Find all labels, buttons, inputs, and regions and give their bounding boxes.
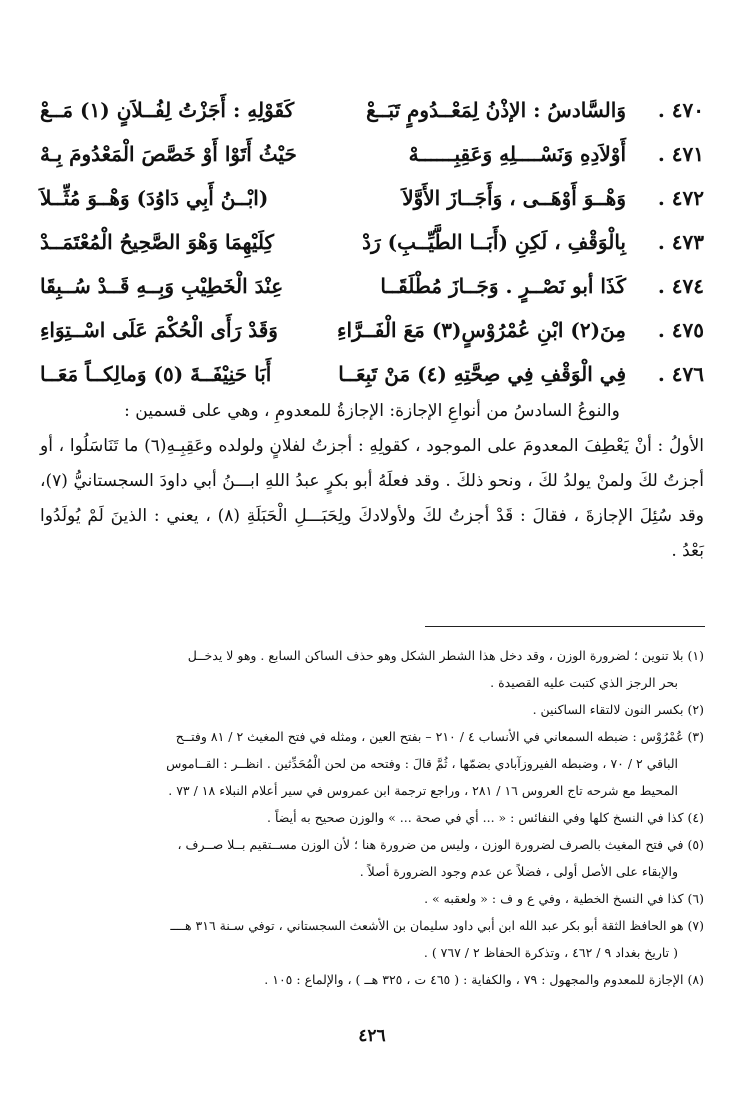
- footnote-line: (٢) بكسر النون لالتقاء الساكنين .: [532, 702, 704, 717]
- footnote-line: (٧) هو الحافظ الثقة أبو بكر عبد الله ابن أبي داود سليمان بن الأشعث السجستاني ، توفي سـنة ٣١٦ هــــ: [170, 918, 704, 933]
- verse-hemistich-first: وَالسَّادسُ : الإذْنُ لِمَعْــدُومٍ تَبَــعْ: [366, 98, 626, 122]
- verse-hemistich-first: بِالْوَقْفِ ، لَكِنِ (أَبَــا الطَّيِّــبِ) رَدْ: [362, 230, 626, 254]
- footnote-separator: [425, 626, 705, 627]
- footnote-line: (٤) كذا في النسخ كلها وفي النفائس : « ... أي في صحة ... » والوزن صحيح به أيضاً .: [267, 810, 704, 825]
- verse-hemistich-second: كَقَوْلِهِ : أَجَزْتُ لِفُــلاَنٍ (١) مَــعْ: [40, 98, 295, 122]
- prose-intro: والنوعُ السادسُ من أنواعِ الإجازة: الإجازةُ للمعدومِ ، وهي على قسمين :: [124, 401, 620, 421]
- verse-line: [40, 308, 704, 352]
- verse-hemistich-second: وَقَدْ رَأَى الْحُكْمَ عَلَى اسْــتِوَاءِ: [40, 318, 278, 342]
- page-number: ٤٢٦: [358, 1026, 386, 1046]
- footnote-line: (٨) الإجازة للمعدوم والمجهول : ٧٩ ، والكفاية : ( ٤٦٥ ت ، ٣٢٥ هــ ) ، والإلماع : ١٠٥ .: [264, 972, 704, 987]
- footnote-line: (٦) كذا في النسخ الخطية ، وفي ع و ف : « ولعقبه » .: [424, 891, 704, 906]
- verse-hemistich-first: فِي الْوَقْفِ فِي صِحَّتِهِ (٤) مَنْ تَبِعَــا: [338, 362, 626, 386]
- verse-number: ٤٧٥ .: [657, 318, 704, 342]
- verse-number: ٤٧٠ .: [657, 98, 704, 122]
- footnote: [40, 831, 704, 885]
- verse-line: [40, 264, 704, 308]
- verse-block: [40, 88, 704, 396]
- footnote-line: بحر الرجز الذي كتبت عليه القصيدة .: [490, 675, 678, 690]
- verse-hemistich-second: (ابْــنُ أَبِي دَاوُدَ) وَهْــوَ مُثِّــلاَ: [40, 186, 269, 210]
- footnote: [40, 966, 704, 993]
- footnote-line: ( تاريخ بغداد ٩ / ٤٦٢ ، وتذكرة الحفاظ ٢ / ٧٦٧ ) .: [423, 945, 678, 960]
- verse-line: [40, 352, 704, 396]
- verse-number: ٤٧٦ .: [657, 362, 704, 386]
- prose-paragraph: الأولُ : أنْ يَعْطِفَ المعدومَ على الموجود ، كقولِهِ : أجزتُ لفلانٍ ولولده وعَقِبِـهِ(٦) ما تَنَاسَلُوا ، أو أجزتُ لكَ ولمنْ يولدُ لكَ ، ونحو ذلكَ . وقد فعلَهُ أبو بكرٍ عبدُ اللهِ ابـــنُ أبي داودَ السجستانيُّ (٧)، وقد سُئِلَ الإجازةَ ، فقالَ : قَدْ أجزتُ لكَ ولأولادكَ ولِحَبَـــلِ الْحَبَلَةِ (٨) ، يعني : الذينَ لَمْ يُولَدُوا بَعْدُ .: [40, 436, 705, 561]
- footnote-line: والإبقاء على الأصل أولى ، فضلاً عن عدم وجود الضرورة أصلاً .: [359, 864, 678, 879]
- footnote: [40, 696, 704, 723]
- verse-hemistich-second: كِلَيْهِمَا وَهْوَ الصَّحِيحُ الْمُعْتَمَــدْ: [40, 230, 275, 254]
- footnote: [40, 723, 704, 804]
- footnote-line: الباقي ٢ / ٧٠ ، وضبطه الفيروزآبادي بضمّها ، ثُمَّ قالَ : وفتحه من لحن الْمُحَدِّثين . انظــر : القــاموس: [166, 756, 678, 771]
- verse-hemistich-second: عِنْدَ الْخَطِيْبِ وَبِــهِ قَــدْ سُــبِقَا: [40, 274, 284, 298]
- footnote-line: (١) بلا تنوين ؛ لضرورة الوزن ، وقد دخل هذا الشطر الشكل وهو حذف الساكن السابع . وهو لا يدخــل: [187, 648, 704, 663]
- footnote: [40, 804, 704, 831]
- footnote-line: (٥) في فتح المغيث بالصرف لضرورة الوزن ، وليس من ضرورة هنا ؛ لأن الوزن مســتقيم بــلا صــرف ،: [177, 837, 704, 852]
- prose-section: [40, 394, 704, 569]
- footnote-line: (٣) عُمْرُوْس : ضبطه السمعاني في الأنساب ٤ / ٢١٠ – بفتح العين ، ومثله في فتح المغيث ٢ / ٨١ وفتــح: [175, 729, 704, 744]
- footnote: [40, 642, 704, 696]
- verse-line: [40, 88, 704, 132]
- footnote: [40, 912, 704, 966]
- footnote: [40, 885, 704, 912]
- verse-hemistich-second: أَبَا حَنِيْفَــةَ (٥) وَمالِكــاً مَعَــا: [40, 362, 272, 386]
- verse-line: [40, 220, 704, 264]
- verse-line: [40, 132, 704, 176]
- footnotes: [40, 642, 704, 993]
- footnote-line: المحيط مع شرحه تاج العروس ١٦ / ٢٨١ ، وراجع ترجمة ابن عمروس في سير أعلام النبلاء ١٨ / ٧٣ .: [168, 783, 678, 798]
- verse-number: ٤٧٤ .: [657, 274, 704, 298]
- verse-hemistich-first: مِنَ(٢) ابْنِ عُمْرُوْسٍ(٣) مَعَ الْفَــرَّاءِ: [337, 318, 626, 342]
- verse-hemistich-first: وَهْــوَ أَوْهَــى ، وَأَجَــازَ الأَوَّلاَ: [402, 186, 626, 210]
- verse-hemistich-second: حَيْثُ أَتَوْا أَوْ خَصَّصَ الْمَعْدُومَ بِـهْ: [40, 142, 297, 166]
- verse-number: ٤٧١ .: [657, 142, 704, 166]
- verse-number: ٤٧٣ .: [657, 230, 704, 254]
- verse-hemistich-first: أَوْلاَدِهِ وَنَسْــــلِهِ وَعَقِبِــــــهْ: [408, 142, 626, 166]
- verse-hemistich-first: كَذَا أبو نَصْــرٍ . وَجَــازَ مُطْلَقَــا: [380, 274, 626, 298]
- verse-line: [40, 176, 704, 220]
- verse-number: ٤٧٢ .: [657, 186, 704, 210]
